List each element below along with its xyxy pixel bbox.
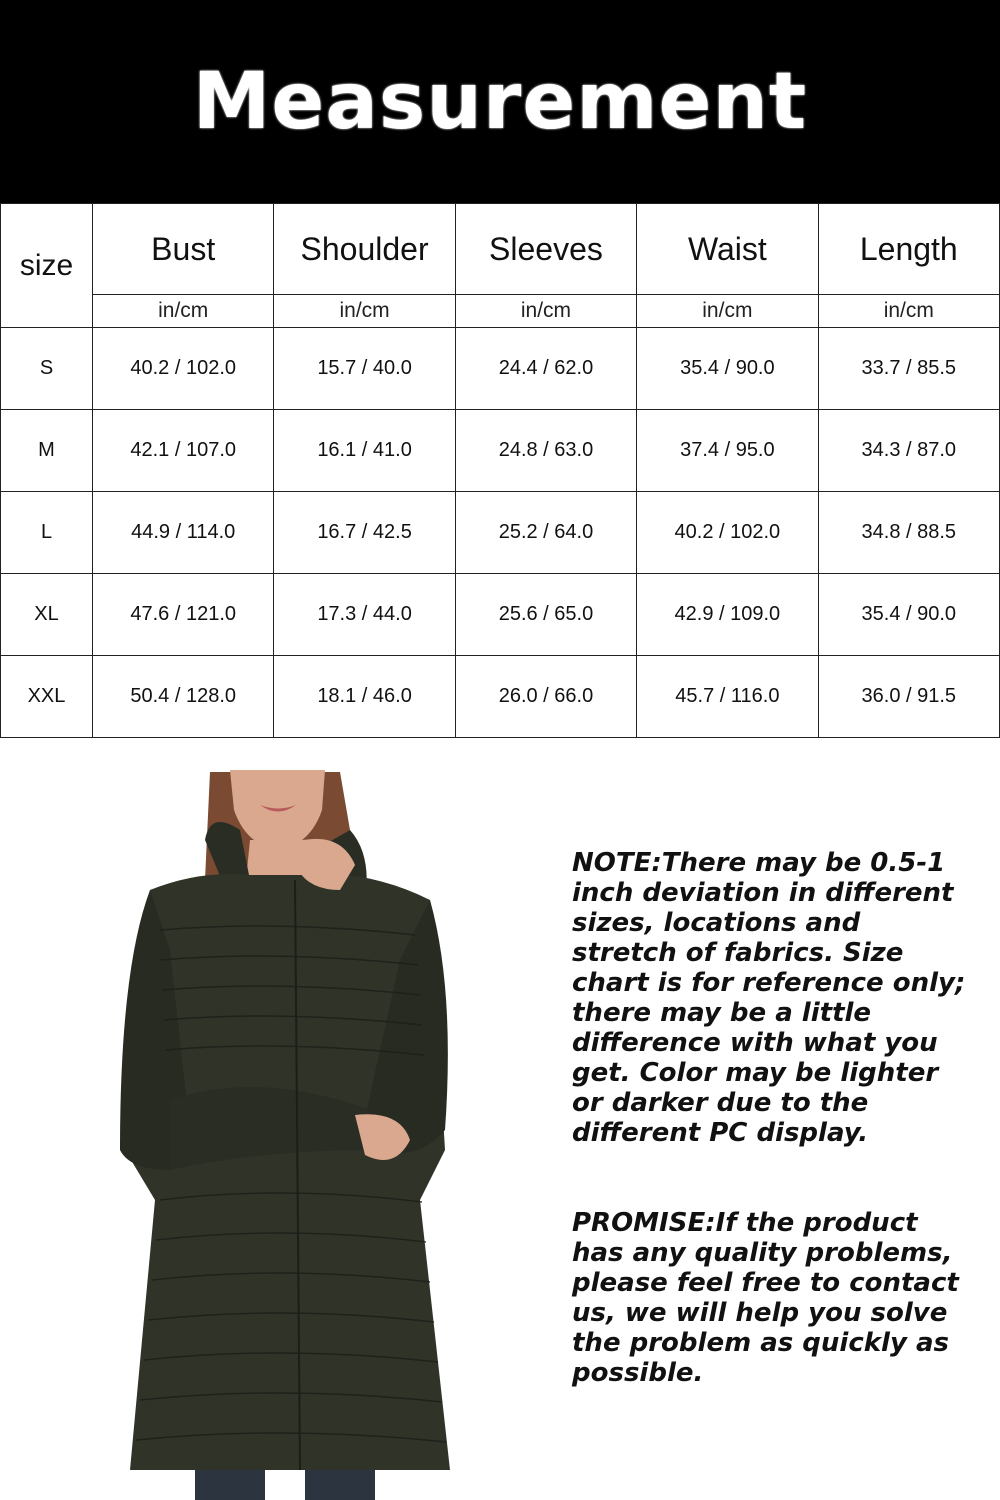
- table-cell: 47.6 / 121.0: [93, 574, 274, 656]
- table-cell: 35.4 / 90.0: [818, 574, 999, 656]
- table-cell: 18.1 / 46.0: [274, 656, 455, 738]
- page-title: Measurement: [192, 56, 808, 147]
- table-cell: 24.4 / 62.0: [455, 328, 636, 410]
- table-cell: 26.0 / 66.0: [455, 656, 636, 738]
- table-cell: 40.2 / 102.0: [93, 328, 274, 410]
- unit-label: in/cm: [818, 295, 999, 328]
- table-cell: 15.7 / 40.0: [274, 328, 455, 410]
- table-cell: 37.4 / 95.0: [637, 410, 818, 492]
- unit-label: in/cm: [637, 295, 818, 328]
- table-cell: 24.8 / 63.0: [455, 410, 636, 492]
- note-text: NOTE:There may be 0.5-1 inch deviation in different sizes, locations and stretch of fabrics. Size chart is for reference only; there may be a little difference with what you get. Color may be lighter or darker due to the different PC display.: [572, 848, 966, 1148]
- unit-label: in/cm: [455, 295, 636, 328]
- size-cell: M: [1, 410, 93, 492]
- column-header-length: Length: [818, 204, 999, 295]
- unit-label: in/cm: [93, 295, 274, 328]
- unit-label: in/cm: [274, 295, 455, 328]
- table-cell: 36.0 / 91.5: [818, 656, 999, 738]
- table-row: [1, 656, 1000, 738]
- table-cell: 44.9 / 114.0: [93, 492, 274, 574]
- column-header-sleeves: Sleeves: [455, 204, 636, 295]
- model-photo: [110, 770, 470, 1500]
- table-cell: 33.7 / 85.5: [818, 328, 999, 410]
- table-cell: 45.7 / 116.0: [637, 656, 818, 738]
- table-row: [1, 574, 1000, 656]
- size-cell: XXL: [1, 656, 93, 738]
- header-banner: [0, 0, 1000, 203]
- table-row: [1, 492, 1000, 574]
- table-cell: 50.4 / 128.0: [93, 656, 274, 738]
- size-cell: S: [1, 328, 93, 410]
- table-cell: 35.4 / 90.0: [637, 328, 818, 410]
- notes-section: [572, 848, 972, 1448]
- table-cell: 42.1 / 107.0: [93, 410, 274, 492]
- header-row: [1, 204, 1000, 295]
- table-cell: 34.3 / 87.0: [818, 410, 999, 492]
- table-cell: 25.2 / 64.0: [455, 492, 636, 574]
- size-chart-table: [0, 203, 1000, 738]
- table-cell: 34.8 / 88.5: [818, 492, 999, 574]
- table-cell: 16.7 / 42.5: [274, 492, 455, 574]
- table-cell: 40.2 / 102.0: [637, 492, 818, 574]
- promise-text: PROMISE:If the product has any quality problems, please feel free to contact us, we will help you solve the problem as quickly as possible.: [572, 1208, 959, 1388]
- table-cell: 16.1 / 41.0: [274, 410, 455, 492]
- table-cell: 42.9 / 109.0: [637, 574, 818, 656]
- size-cell: XL: [1, 574, 93, 656]
- unit-row: [1, 295, 1000, 328]
- size-cell: L: [1, 492, 93, 574]
- table-row: [1, 410, 1000, 492]
- size-column-header: size: [1, 204, 93, 328]
- column-header-waist: Waist: [637, 204, 818, 295]
- table-cell: 17.3 / 44.0: [274, 574, 455, 656]
- column-header-bust: Bust: [93, 204, 274, 295]
- table-cell: 25.6 / 65.0: [455, 574, 636, 656]
- column-header-shoulder: Shoulder: [274, 204, 455, 295]
- table-row: [1, 328, 1000, 410]
